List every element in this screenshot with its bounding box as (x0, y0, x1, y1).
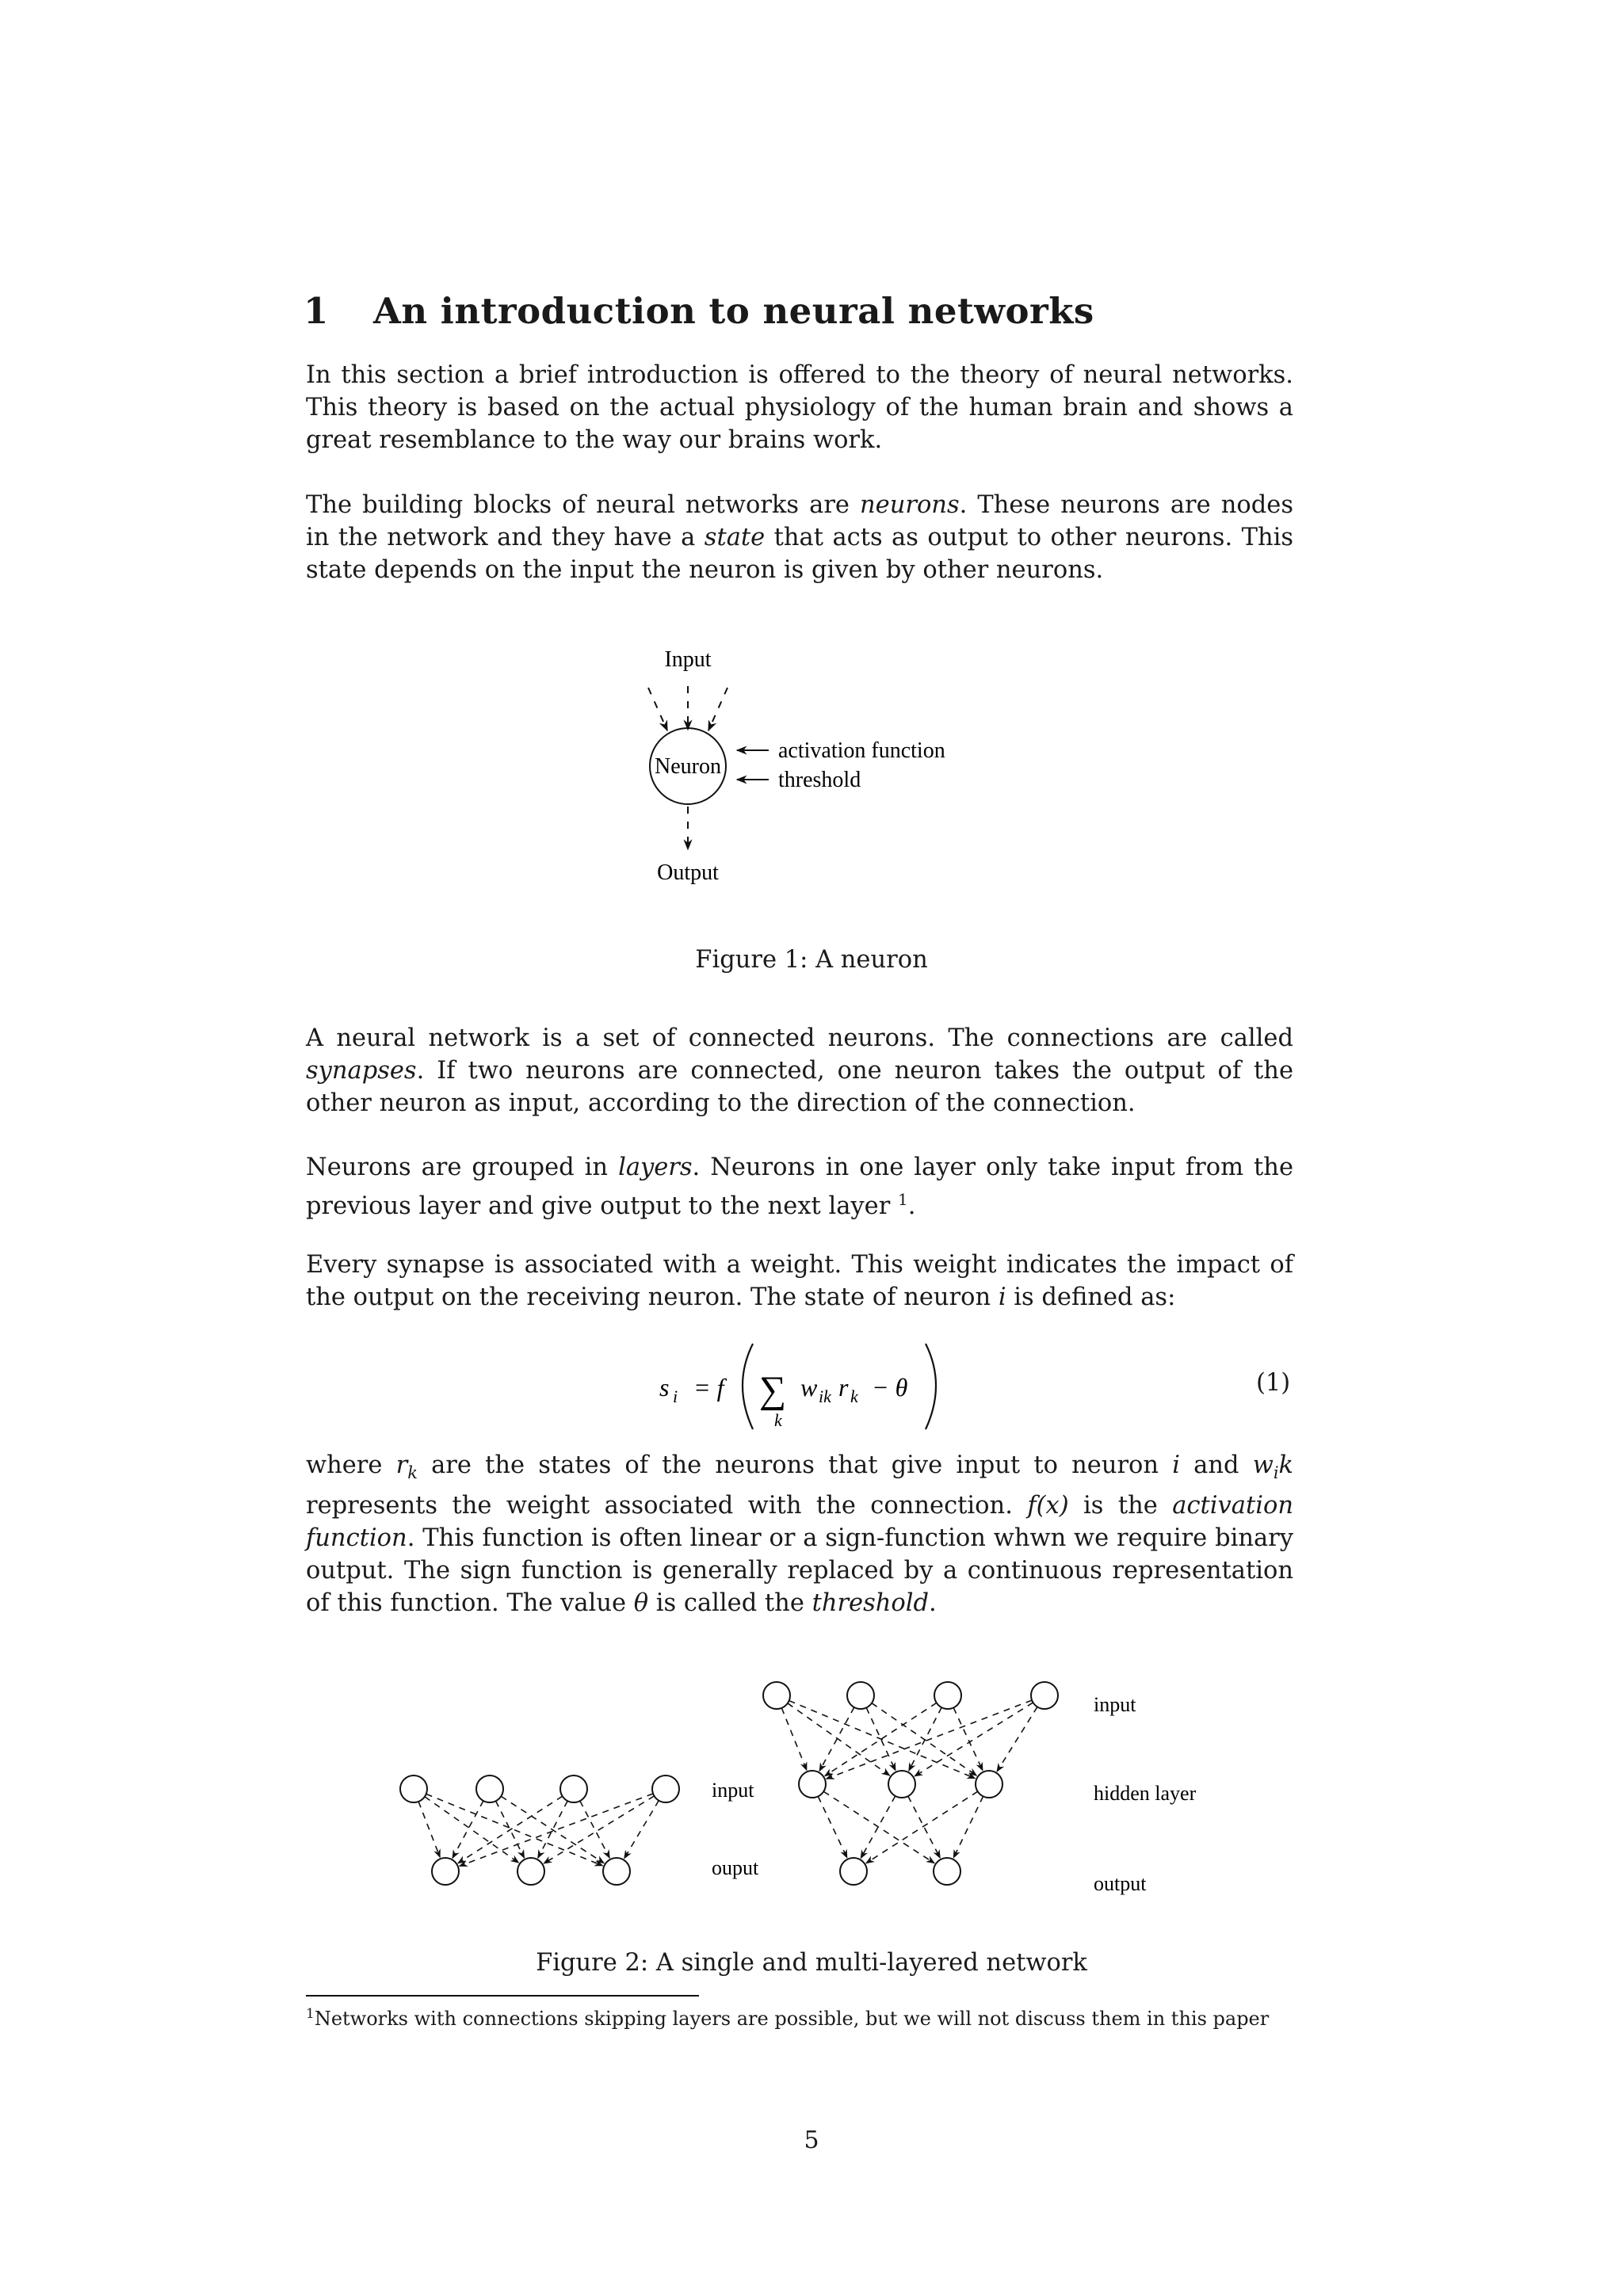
text-run: A neural network is a set of connected neurons. The connections are called (306, 1024, 1293, 1052)
math-w: w (1252, 1451, 1274, 1479)
text-run: are the states of the neurons that give input to neuron (417, 1451, 1173, 1479)
paragraph-intro: In this section a brief introduction is offered to the theory of neural networks. This theory is based on the actual physiology of the human brain and shows a great resemblance to the way our brains work. (306, 361, 1293, 454)
input-arrow (648, 688, 667, 730)
network-node (934, 1858, 960, 1885)
eq-lhs: s (659, 1373, 670, 1402)
emphasis-synapses: synapses (306, 1057, 417, 1085)
network-node (1031, 1682, 1058, 1709)
eq-equals: = f (693, 1373, 724, 1402)
figure-2-network-diagram (380, 1656, 1300, 1909)
eq-sum-sub: k (774, 1410, 782, 1430)
paragraph-neurons (306, 489, 1293, 586)
synapse-arrow (872, 1703, 976, 1776)
network-node (763, 1682, 790, 1709)
equation-1 (650, 1331, 999, 1442)
footnote-text: Networks with connections skipping layers are possible, but we will not discuss them in this paper (314, 2008, 1270, 2030)
paragraph-weights (306, 1249, 1293, 1314)
text-run: is defined as: (1006, 1283, 1176, 1311)
single-layer-network (400, 1775, 679, 1885)
synapse-arrow (544, 1796, 654, 1863)
synapse-arrow (823, 1791, 934, 1863)
input-label: Input (664, 647, 712, 672)
threshold-label: threshold (778, 768, 861, 792)
footnote-number: 1 (306, 2006, 315, 2022)
multi-hidden-label: hidden layer (1094, 1782, 1197, 1805)
paragraph-synapses (306, 1022, 1293, 1119)
text-run: represents the weight associated with the connection. (306, 1492, 1028, 1520)
math-sub: i (1273, 1463, 1279, 1483)
math-i: i (1172, 1451, 1180, 1479)
eq-minus-theta: − θ (872, 1373, 908, 1402)
math-i: i (998, 1283, 1006, 1311)
synapse-arrow (866, 1791, 978, 1863)
footnote-rule (306, 1995, 699, 1997)
network-node (652, 1775, 679, 1802)
multi-output-label: output (1094, 1872, 1147, 1895)
network-node (799, 1771, 826, 1798)
synapse-arrow (781, 1708, 807, 1771)
network-node (934, 1682, 961, 1709)
emphasis-state: state (704, 524, 766, 551)
synapse-arrow (997, 1707, 1037, 1771)
network-node (847, 1682, 874, 1709)
output-label: Output (657, 860, 719, 885)
section-title: An introduction to neural networks (373, 290, 1094, 332)
input-arrow (708, 688, 727, 730)
math-k: k (1278, 1451, 1294, 1479)
single-output-label: ouput (712, 1856, 759, 1879)
network-node (976, 1771, 1002, 1798)
synapse-arrow (460, 1794, 653, 1866)
eq-left-paren (743, 1344, 753, 1429)
text-run: . (929, 1589, 937, 1618)
footnote-mark: 1 (897, 1190, 908, 1209)
eq-r: r (838, 1373, 849, 1402)
text-run: and (1180, 1451, 1253, 1479)
network-node (603, 1858, 630, 1885)
synapse-arrow (624, 1801, 659, 1859)
emphasis-activation-function: activation function (306, 1492, 1293, 1553)
equation-number: (1) (1256, 1369, 1291, 1397)
text-run: . These neurons are nodes in the network and they have a (306, 491, 1293, 551)
eq-w-sub: ik (819, 1386, 831, 1406)
text-run: is called the (648, 1589, 812, 1618)
math-theta: θ (633, 1589, 649, 1618)
synapse-arrow (425, 1797, 519, 1863)
footnote (306, 2001, 1293, 2032)
synapse-arrow (501, 1796, 604, 1863)
figure-2-caption: Figure 2: A single and multi-layered network (536, 1949, 1087, 1977)
text-run: . Neurons in one layer only take input from the previous layer and give output to the next layer (306, 1154, 1293, 1221)
synapse-arrow (908, 1796, 940, 1858)
eq-right-paren (926, 1344, 936, 1429)
synapse-arrow (458, 1796, 563, 1863)
figure-1-caption: Figure 1: A neuron (695, 946, 928, 974)
network-node (517, 1858, 544, 1885)
synapse-arrow (819, 1707, 854, 1771)
synapse-arrow (788, 1703, 890, 1775)
synapse-arrow (418, 1802, 440, 1857)
synapse-arrow (909, 1707, 941, 1771)
synapse-arrow (953, 1707, 983, 1770)
network-node (560, 1775, 587, 1802)
text-run: Neurons are grouped in (306, 1154, 619, 1181)
text-run: is the (1068, 1492, 1173, 1520)
figure-1-neuron-diagram (602, 634, 999, 895)
network-node (476, 1775, 503, 1802)
activation-function-label: activation function (778, 738, 945, 763)
text-run: that acts as output to other neurons. This state depends on the input the neuron is given by other neurons. (306, 524, 1293, 584)
math-fx: f(x) (1027, 1492, 1069, 1520)
section-heading (304, 290, 1094, 332)
eq-sum: ∑ (759, 1369, 787, 1411)
text-run: . If two neurons are connected, one neuron takes the output of the other neuron as input, according to the direction of the connection. (306, 1057, 1293, 1117)
multi-layer-network (763, 1682, 1058, 1885)
text-run: . This function is often linear or a sign-function whwn we require binary output. The sign function is generally replaced by a continuous representation of this function. The value (306, 1524, 1293, 1618)
emphasis-threshold: threshold (812, 1589, 930, 1618)
text-run: where (306, 1451, 396, 1479)
eq-w: w (800, 1373, 818, 1402)
eq-lhs-sub: i (673, 1386, 678, 1406)
paragraph-activation (306, 1449, 1293, 1619)
multi-input-label: input (1094, 1693, 1136, 1716)
neuron-label: Neuron (655, 754, 721, 779)
single-input-label: input (712, 1779, 754, 1802)
network-node (432, 1858, 459, 1885)
synapse-arrow (915, 1703, 1033, 1776)
math-r: r (395, 1451, 408, 1479)
emphasis-neurons: neurons (860, 491, 960, 519)
synapse-arrow (580, 1801, 609, 1858)
eq-r-sub: k (850, 1386, 858, 1406)
page-number: 5 (804, 2126, 819, 2154)
network-node (400, 1775, 427, 1802)
paragraph-layers (306, 1151, 1293, 1222)
synapse-arrow (789, 1701, 976, 1779)
math-sub: k (407, 1463, 418, 1483)
text-run: The building blocks of neural networks are (306, 491, 861, 519)
emphasis-layers: layers (618, 1154, 693, 1181)
network-node (888, 1771, 915, 1798)
network-node (840, 1858, 867, 1885)
synapse-arrow (818, 1796, 847, 1857)
synapse-arrow (953, 1796, 983, 1858)
text-run: . (907, 1192, 916, 1221)
section-number: 1 (304, 290, 329, 332)
text-run: Every synapse is associated with a weight. This weight indicates the impact of the output on the receiving neuron. The state of neuron (306, 1251, 1293, 1311)
